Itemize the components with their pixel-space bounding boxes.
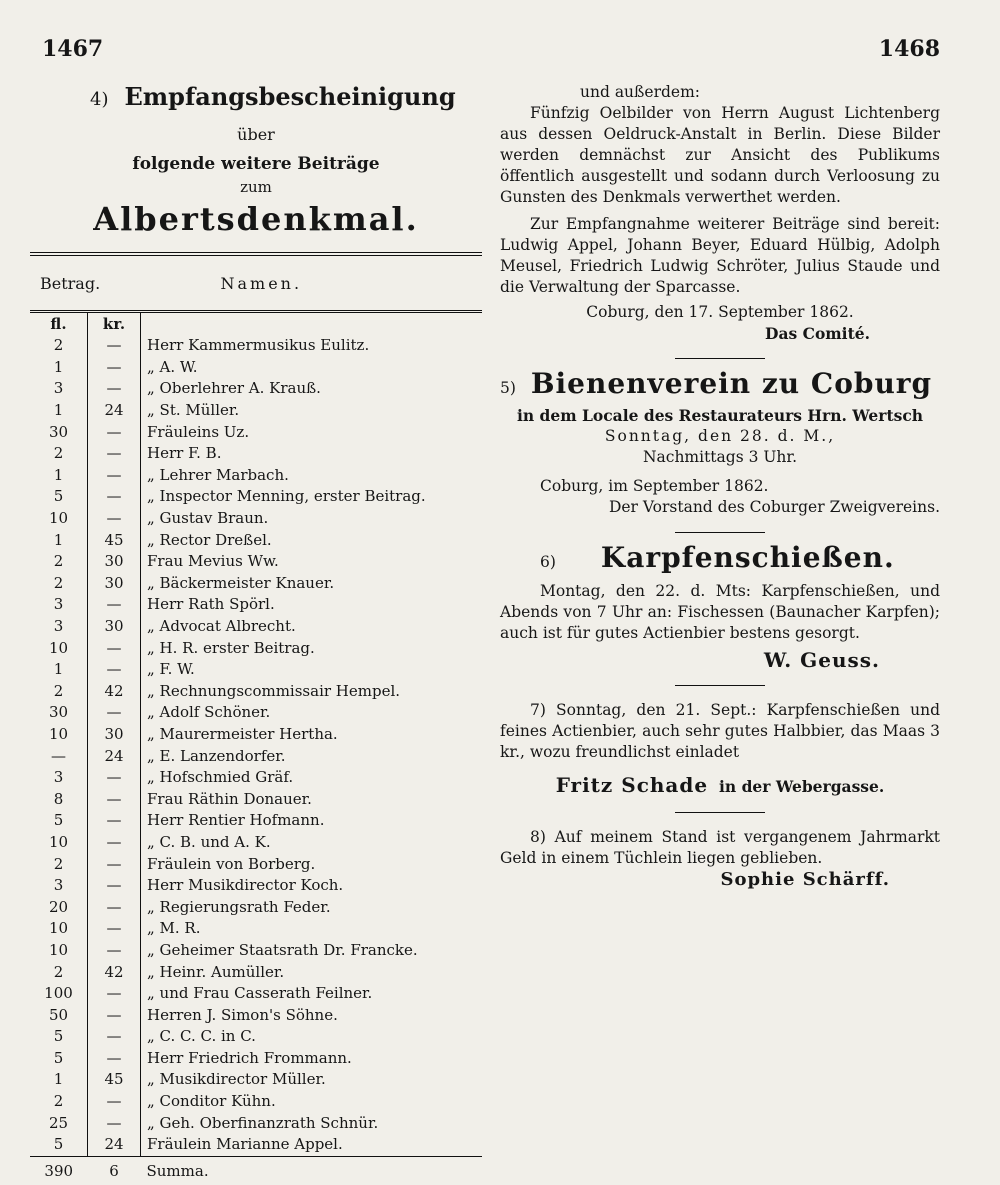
column-header-namen: Namen. [220,273,303,293]
bienenverein-place-date: Coburg, im September 1862. [540,477,769,495]
table-row [30,508,482,530]
cell-name: „ M. R. [147,919,201,938]
table-row [30,1026,482,1048]
cell-fl: 5 [53,1048,64,1067]
contributions-table [30,256,482,1185]
signature-schade [500,775,940,798]
paragraph-empfangnahme: Zur Empfangnahme weiterer Beiträge sind bereit: Ludwig Appel, Johann Beyer, Eduard Hülbig, Adolph Meusel, Friedrich Ludwig Schröter, Julius Staude und die Verwaltung der Sparcasse. [500,215,940,296]
divider-3 [675,685,765,686]
table-row [30,832,482,854]
cell-name: „ Conditor Kühn. [147,1092,276,1111]
table-row [30,745,482,767]
divider-1 [675,358,765,359]
table-row [30,400,482,422]
cell-fl: 1 [53,357,64,376]
table-row [30,702,482,724]
cell-fl: — [51,746,66,765]
table-row [30,465,482,487]
cell-name: Herr Rentier Hofmann. [147,811,325,830]
signature-schaerff: Sophie Schärff. [720,869,890,890]
bienenverein-location: in dem Locale des Restaurateurs Hrn. Wertsch [516,406,924,425]
cell-fl: 5 [53,487,64,506]
cell-kr: — [88,702,141,724]
sum-fl: 390 [30,1156,88,1185]
cell-name: „ Musikdirector Müller. [147,1070,326,1089]
cell-fl: 10 [48,832,69,851]
cell-kr: — [88,832,141,854]
cell-kr: — [88,378,141,400]
sum-row [30,1156,482,1185]
date-comite: Coburg, den 17. September 1862. [586,303,854,321]
cell-kr: — [88,918,141,940]
bienenverein-heading [500,367,940,400]
column-header-kr: kr. [88,312,141,336]
cell-name: „ C. B. und A. K. [147,832,271,851]
cell-name: „ Geh. Oberfinanzrath Schnür. [147,1113,379,1132]
cell-fl: 25 [48,1113,69,1132]
cell-fl: 3 [53,379,64,398]
table-row [30,1048,482,1070]
paragraph-ausserdem: und außerdem: [580,83,700,101]
cell-name: „ F. W. [147,660,195,679]
cell-fl: 2 [53,962,64,981]
cell-fl: 8 [53,789,64,808]
cell-kr: — [88,659,141,681]
table-row [30,421,482,443]
cell-fl: 2 [53,681,64,700]
cell-name: „ H. R. erster Beitrag. [147,638,315,657]
bienenverein-title: Bienenverein zu Coburg [530,367,933,400]
cell-fl: 1 [53,465,64,484]
cell-fl: 2 [53,1092,64,1111]
cell-fl: 50 [48,1005,69,1024]
cell-fl: 1 [53,530,64,549]
cell-name: Herr Rath Spörl. [147,595,275,614]
cell-kr: — [88,896,141,918]
cell-fl: 20 [48,897,69,916]
cell-kr: — [88,767,141,789]
table-row [30,767,482,789]
cell-name: „ Advocat Albrecht. [147,617,296,636]
cell-name: „ Bäckermeister Knauer. [147,573,335,592]
divider-2 [675,532,765,533]
page-number-left: 1467 [42,36,104,62]
cell-name: „ St. Müller. [147,401,240,420]
cell-kr: — [88,1091,141,1113]
cell-fl: 3 [53,768,64,787]
bienenverein-time: Nachmittags 3 Uhr. [642,448,798,466]
bienenverein-date: Sonntag, den 28. d. M., [604,427,836,445]
cell-fl: 2 [53,854,64,873]
cell-name: Herr Friedrich Frommann. [147,1048,352,1067]
receipt-title: Empfangsbescheinigung [124,82,456,111]
table-row [30,637,482,659]
cell-kr: 30 [88,551,141,573]
cell-kr: — [88,465,141,487]
cell-name: Frau Räthin Donauer. [147,789,312,808]
sum-label: Summa. [141,1156,483,1185]
cell-fl: 10 [48,919,69,938]
cell-kr: — [88,335,141,357]
cell-fl: 10 [48,638,69,657]
divider-4 [675,812,765,813]
table-row [30,551,482,573]
table-row [30,853,482,875]
table-row [30,486,482,508]
cell-name: „ E. Lanzendorfer. [147,746,286,765]
cell-name: „ Maurermeister Hertha. [147,724,338,743]
sum-kr: 6 [88,1156,141,1185]
table-row [30,961,482,983]
column-header-betrag: Betrag. [40,273,101,293]
cell-fl: 1 [53,1070,64,1089]
table-row [30,810,482,832]
cell-kr: — [88,486,141,508]
cell-fl: 10 [48,509,69,528]
cell-name: „ Heinr. Aumüller. [147,962,285,981]
cell-kr: — [88,1048,141,1070]
table-row [30,940,482,962]
cell-kr: 30 [88,724,141,746]
cell-name: Frau Mevius Ww. [147,552,279,571]
table-row [30,724,482,746]
cell-name: „ Regierungsrath Feder. [147,897,331,916]
table-row [30,659,482,681]
notice-5-number: 5) [500,379,516,397]
karpfen-text: Montag, den 22. d. Mts: Karpfenschießen, und Abends von 7 Uhr an: Fischessen (Baunacher Karpfen); auch ist für gutes Actienbier bestens gesorgt. [500,582,940,642]
cell-name: Herr Musikdirector Koch. [147,876,344,895]
cell-kr: — [88,443,141,465]
cell-name: Fräulein Marianne Appel. [147,1135,343,1154]
table-row [30,918,482,940]
table-row [30,875,482,897]
paragraph-oelbilder: Fünfzig Oelbilder von Herrn August Lichtenberg aus dessen Oeldruck-Anstalt in Berlin. Diese Bilder werden demnächst zur Ansicht des Publikums öffentlich ausgestellt und sodann durch Verloosung zu Gunsten des Denkmals verwerthet werden. [500,104,940,206]
table-row [30,1134,482,1156]
cell-kr: — [88,1112,141,1134]
receipt-line-zum: zum [240,178,272,196]
cell-kr: — [88,875,141,897]
cell-kr: — [88,853,141,875]
cell-name: „ Oberlehrer A. Krauß. [147,379,321,398]
notice-7-text: 7) Sonntag, den 21. Sept.: Karpfenschießen und feines Actienbier, auch sehr gutes Halbbier, das Maas 3 kr., wozu freundlichst einladet [500,701,940,761]
cell-kr: 30 [88,573,141,595]
cell-kr: 42 [88,681,141,703]
karpfen-title: Karpfenschießen. [600,541,895,574]
cell-kr: 45 [88,529,141,551]
cell-name: „ und Frau Casserath Feilner. [147,984,373,1003]
cell-fl: 10 [48,940,69,959]
table-row [30,443,482,465]
cell-kr: — [88,788,141,810]
cell-kr: — [88,357,141,379]
table-row [30,594,482,616]
cell-kr: — [88,508,141,530]
signature-comite: Das Comité. [765,324,870,343]
table-row [30,378,482,400]
cell-fl: 3 [53,595,64,614]
cell-kr: — [88,983,141,1005]
cell-kr: — [88,940,141,962]
table-row [30,788,482,810]
cell-name: „ Inspector Menning, erster Beitrag. [147,487,426,506]
cell-name: „ Hofschmied Gräf. [147,768,294,787]
column-header-fl: fl. [30,312,88,336]
cell-name: Herren J. Simon's Söhne. [147,1005,338,1024]
cell-kr: 45 [88,1069,141,1091]
left-column [30,82,482,1185]
cell-fl: 30 [48,422,69,441]
cell-name: Herr Kammermusikus Eulitz. [147,336,370,355]
cell-kr: 24 [88,1134,141,1156]
cell-name: „ Geheimer Staatsrath Dr. Francke. [147,940,418,959]
cell-fl: 2 [53,444,64,463]
cell-name: „ A. W. [147,357,198,376]
cell-name: „ Rector Dreßel. [147,530,272,549]
cell-name: „ C. C. C. in C. [147,1027,256,1046]
cell-kr: 30 [88,616,141,638]
cell-kr: — [88,421,141,443]
table-row [30,335,482,357]
cell-fl: 5 [53,1135,64,1154]
cell-name: „ Adolf Schöner. [147,703,271,722]
cell-fl: 5 [53,811,64,830]
table-row [30,896,482,918]
notice-6-number: 6) [540,553,556,571]
cell-kr: 24 [88,745,141,767]
cell-name: Fräulein von Borberg. [147,854,316,873]
cell-fl: 5 [53,1027,64,1046]
cell-kr: — [88,1026,141,1048]
cell-kr: 42 [88,961,141,983]
signature-geuss: W. Geuss. [763,648,880,672]
column-header-blank [141,312,483,336]
cell-fl: 2 [53,336,64,355]
cell-kr: — [88,637,141,659]
table-row [30,1069,482,1091]
notice-number: 4) [90,89,109,110]
table-row [30,681,482,703]
cell-fl: 3 [53,876,64,895]
cell-fl: 2 [53,573,64,592]
table-row [30,573,482,595]
cell-fl: 2 [53,552,64,571]
cell-fl: 3 [53,617,64,636]
cell-fl: 100 [44,984,73,1003]
cell-name: „ Rechnungscommissair Hempel. [147,681,401,700]
signature-schade-place: in der Webergasse. [719,777,885,796]
right-column [500,82,940,890]
cell-name: Herr F. B. [147,444,222,463]
bienenverein-signature: Der Vorstand des Coburger Zweigvereins. [608,498,940,516]
table-row [30,616,482,638]
karpfen-heading [500,541,940,574]
cell-kr: — [88,810,141,832]
receipt-line-ueber: über [237,125,275,144]
cell-name: Fräuleins Uz. [147,422,250,441]
cell-fl: 30 [48,703,69,722]
cell-fl: 10 [48,724,69,743]
table-subheader [30,312,482,336]
receipt-line-beitraege: folgende weitere Beiträge [132,154,380,174]
receipt-heading [30,82,482,238]
notice-8-text: 8) Auf meinem Stand ist vergangenem Jahrmarkt Geld in einem Tüchlein liegen geblieben. [500,828,940,867]
cell-name: „ Lehrer Marbach. [147,465,289,484]
table-row [30,983,482,1005]
cell-fl: 1 [53,401,64,420]
page-number-right: 1468 [878,36,940,62]
receipt-title-line [90,82,482,111]
table-row [30,357,482,379]
table-row [30,1091,482,1113]
cell-name: „ Gustav Braun. [147,509,269,528]
cell-kr: — [88,594,141,616]
receipt-big-title: Albertsdenkmal. [93,200,419,238]
table-header [30,256,482,312]
table-row [30,1112,482,1134]
cell-kr: — [88,1004,141,1026]
cell-kr: 24 [88,400,141,422]
cell-fl: 1 [53,660,64,679]
signature-schade-name: Fritz Schade [555,773,709,797]
table-row [30,1004,482,1026]
table-row [30,529,482,551]
